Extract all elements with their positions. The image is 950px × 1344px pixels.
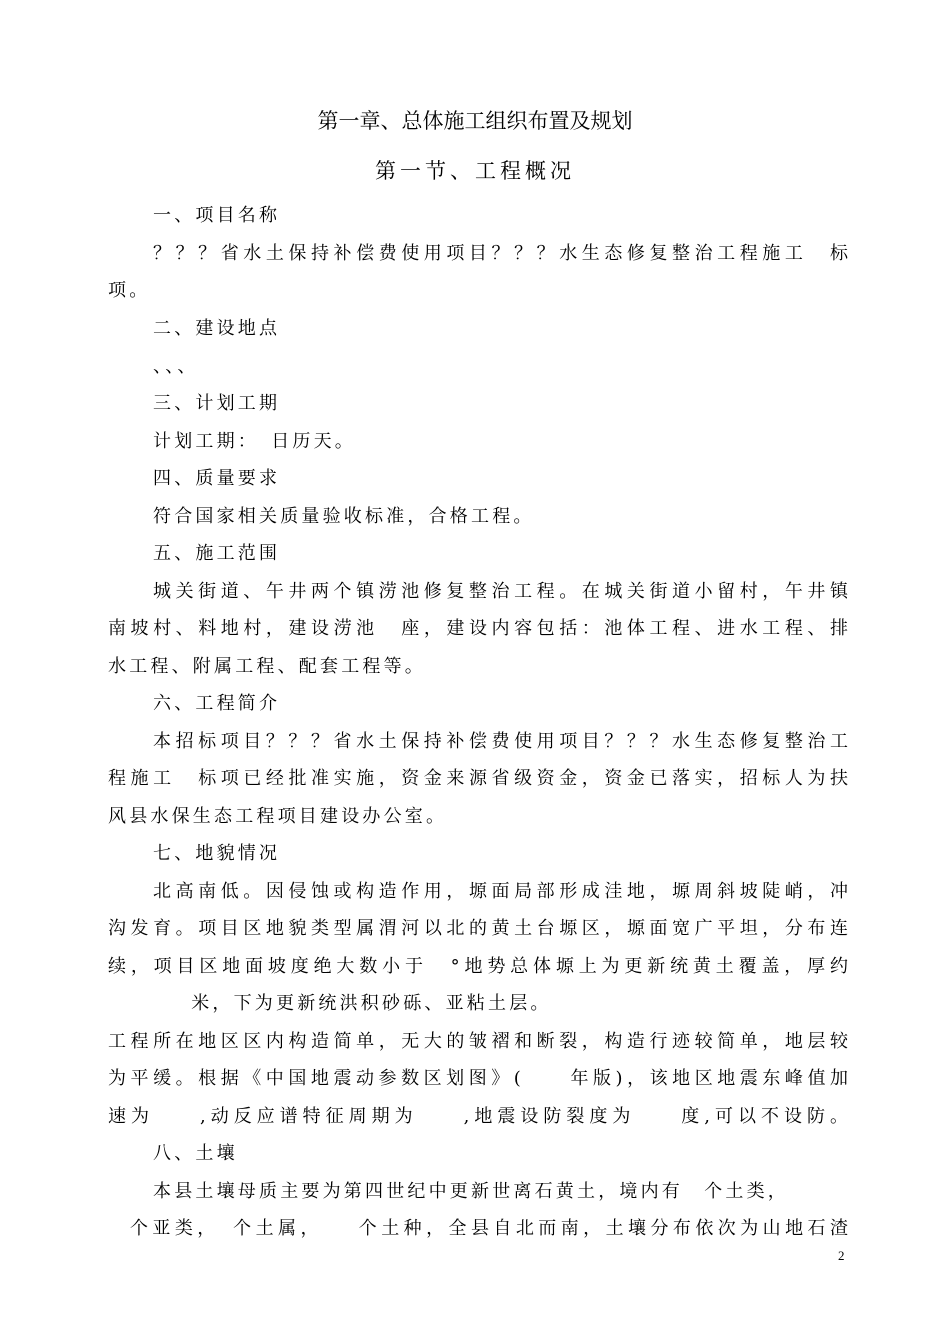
paragraph-line: 、、、 — [153, 356, 199, 377]
page-number: 2 — [838, 1248, 845, 1263]
heading-intro: 六、工程简介 — [153, 693, 281, 714]
heading-quality: 四、质量要求 — [153, 468, 281, 489]
paragraph-line: 米，下为更新统洪积砂砾、亚粘土层。 — [170, 993, 552, 1014]
paragraph-line: 沟发育。项目区地貌类型属渭河以北的黄土台塬区，塬面宽广平坦，分布连 — [108, 918, 848, 939]
heading-scope: 五、施工范围 — [153, 543, 281, 564]
heading-schedule: 三、计划工期 — [153, 393, 281, 414]
heading-landform: 七、地貌情况 — [153, 843, 281, 864]
paragraph-line: 本县土壤母质主要为第四世纪中更新世离石黄土，境内有 个土类， — [153, 1181, 789, 1202]
section-title: 第一节、工程概况 — [375, 159, 575, 183]
paragraph-line: 南坡村、料地村，建设涝池 座，建设内容包括：池体工程、进水工程、排 — [108, 618, 848, 639]
paragraph-line: 符合国家相关质量验收标准，合格工程。 — [153, 506, 535, 527]
paragraph-line: 项。 — [108, 280, 151, 301]
paragraph-line: 续，项目区地面坡度绝大数小于 °地势总体塬上为更新统黄土覆盖，厚约 — [108, 956, 848, 977]
paragraph-line: 程施工 标项已经批准实施，资金来源省级资金，资金已落实，招标人为扶 — [108, 768, 848, 789]
chapter-title: 第一章、总体施工组织布置及规划 — [317, 109, 633, 133]
paragraph-line: 计划工期： 日历天。 — [153, 431, 356, 452]
heading-soil: 八、土壤 — [153, 1143, 238, 1164]
paragraph-line: 北高南低。因侵蚀或构造作用，塬面局部形成洼地，塬周斜坡陡峭，冲 — [153, 881, 848, 902]
paragraph-line: 工程所在地区区内构造简单，无大的皱褶和断裂，构造行迹较简单，地层较 — [108, 1031, 848, 1052]
heading-project-name: 一、项目名称 — [153, 205, 281, 226]
paragraph-line: ？？？省水土保持补偿费使用项目？？？水生态修复整治工程施工 标 — [153, 243, 848, 264]
paragraph-line: 风县水保生态工程项目建设办公室。 — [108, 806, 448, 827]
paragraph-line: 本招标项目？？？省水土保持补偿费使用项目？？？水生态修复整治工 — [153, 731, 848, 752]
paragraph-line: 个亚类， 个土属， 个土种，全县自北而南，土壤分布依次为山地石渣 — [130, 1218, 848, 1239]
paragraph-line: 为平缓。根据《中国地震动参数区划图》( 年版)，该地区地震东峰值加 — [108, 1068, 848, 1089]
paragraph-line: 城关街道、午井两个镇涝池修复整治工程。在城关街道小留村，午井镇 — [153, 581, 848, 602]
paragraph-line: 水工程、附属工程、配套工程等。 — [108, 656, 426, 677]
paragraph-line: 速为 ,动反应谱特征周期为 ,地震设防裂度为 度,可以不设防。 — [108, 1106, 848, 1127]
heading-location: 二、建设地点 — [153, 318, 281, 339]
